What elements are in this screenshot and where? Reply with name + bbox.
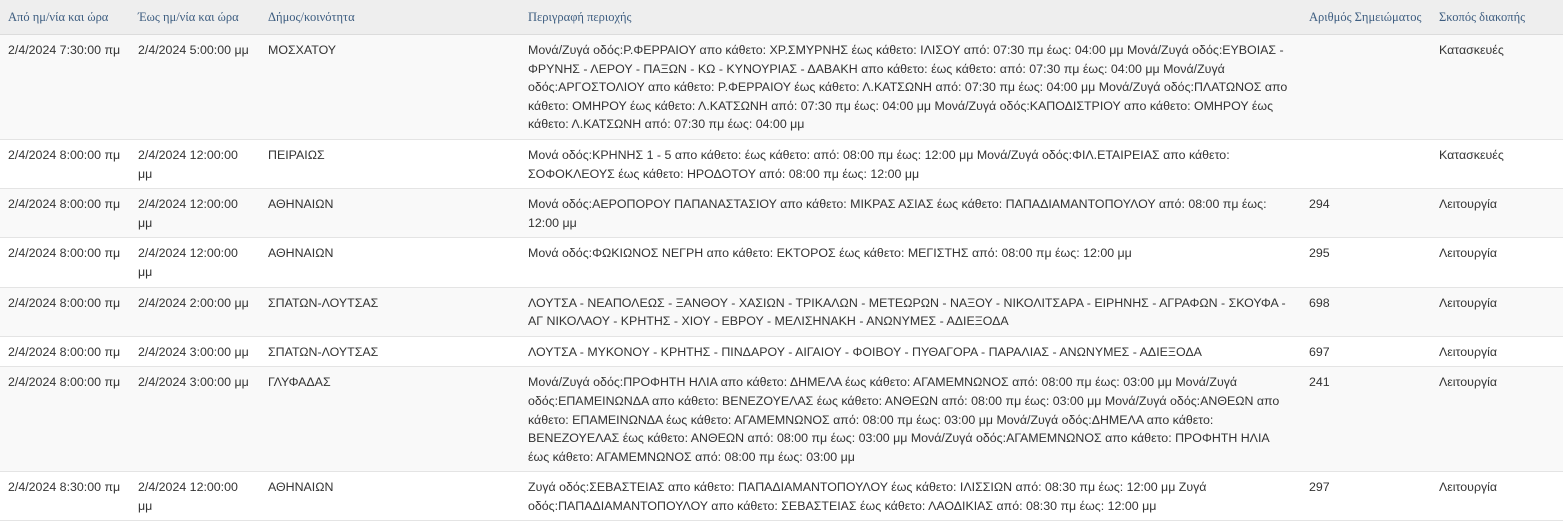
cell-description: ΛΟΥΤΣΑ - ΜΥΚΟΝΟΥ - ΚΡΗΤΗΣ - ΠΙΝΔΑΡΟΥ - ΑΙΓΑΙΟΥ - ΦΟΙΒΟΥ - ΠΥΘΑΓΟΡΑ - ΠΑΡΑΛΙΑΣ - ΑΝΩΝΥΜΕΣ - ΑΔΙΕΞΟΔΑ (520, 336, 1301, 367)
cell-to: 2/4/2024 12:00:00 μμ (130, 472, 260, 521)
cell-note-number (1301, 139, 1431, 188)
cell-to: 2/4/2024 3:00:00 μμ (130, 336, 260, 367)
table-row (0, 139, 1563, 188)
cell-from: 2/4/2024 8:00:00 πμ (0, 189, 130, 238)
table-row (0, 472, 1563, 521)
cell-to: 2/4/2024 12:00:00 μμ (130, 189, 260, 238)
header-purpose[interactable]: Σκοπός διακοπής (1431, 0, 1563, 35)
table-row (0, 336, 1563, 367)
table-row (0, 367, 1563, 472)
cell-municipality: ΜΟΣΧΑΤΟΥ (260, 35, 520, 140)
cell-municipality: ΣΠΑΤΩΝ-ΛΟΥΤΣΑΣ (260, 287, 520, 336)
cell-municipality: ΓΛΥΦΑΔΑΣ (260, 367, 520, 472)
cell-description: Ζυγά οδός:ΣΕΒΑΣΤΕΙΑΣ απο κάθετο: ΠΑΠΑΔΙΑΜΑΝΤΟΠΟΥΛΟΥ έως κάθετο: ΙΛΙΣΣΙΩΝ από: 08:30 πμ έως: 12:00 μμ Ζυγά οδός:ΠΑΠΑΔΙΑΜΑΝΤΟΠΟΥΛΟΥ απο κάθετο: ΣΕΒΑΣΤΕΙΑΣ έως κάθετο: ΛΑΟΔΙΚΙΑΣ από: 08:30 πμ έως: 12:00 μμ (520, 472, 1301, 521)
header-municipality[interactable]: Δήμος/κοινότητα (260, 0, 520, 35)
cell-note-number (1301, 35, 1431, 140)
cell-description: Μονά/Ζυγά οδός:Ρ.ΦΕΡΡΑΙΟΥ απο κάθετο: ΧΡ.ΣΜΥΡΝΗΣ έως κάθετο: ΙΛΙΣΟΥ από: 07:30 πμ έως: 04:00 μμ Μονά/Ζυγά οδός:ΕΥΒΟΙΑΣ - ΦΡΥΝΗΣ - ΛΕΡΟΥ - ΠΑΞΩΝ - ΚΩ - ΚΥΝΟΥΡΙΑΣ - ΔΑΒΑΚΗ απο κάθετο: έως κάθετο: από: 07:30 πμ έως: 04:00 μμ Μονά/Ζυγά οδός:ΑΡΓΟΣΤΟΛΙΟΥ απο κάθετο: Ρ.ΦΕΡΡΑΙΟΥ έως κάθετο: Λ.ΚΑΤΣΩΝΗ από: 07:30 πμ έως: 04:00 μμ Μονά/Ζυγά οδός:ΠΛΑΤΩΝΟΣ απο κάθετο: ΟΜΗΡΟΥ έως κάθετο: Λ.ΚΑΤΣΩΝΗ από: 07:30 πμ έως: 04:00 μμ Μονά/Ζυγά οδός:ΚΑΠΟΔΙΣΤΡΙΟΥ απο κάθετο: ΟΜΗΡΟΥ έως κάθετο: Λ.ΚΑΤΣΩΝΗ από: 07:30 πμ έως: 04:00 μμ (520, 35, 1301, 140)
cell-purpose: Κατασκευές (1431, 139, 1563, 188)
cell-purpose: Λειτουργία (1431, 367, 1563, 472)
cell-purpose: Λειτουργία (1431, 287, 1563, 336)
cell-note-number: 698 (1301, 287, 1431, 336)
cell-from: 2/4/2024 8:00:00 πμ (0, 367, 130, 472)
cell-description: ΛΟΥΤΣΑ - ΝΕΑΠΟΛΕΩΣ - ΞΑΝΘΟΥ - ΧΑΣΙΩΝ - ΤΡΙΚΑΛΩΝ - ΜΕΤΕΩΡΩΝ - ΝΑΞΟΥ - ΝΙΚΟΛΙΤΣΑΡΑ - ΕΙΡΗΝΗΣ - ΑΓΡΑΦΩΝ - ΣΚΟΥΦΑ - ΑΓ ΝΙΚΟΛΑΟΥ - ΚΡΗΤΗΣ - ΧΙΟΥ - ΕΒΡΟΥ - ΜΕΛΙΣΗΝΑΚΗ - ΑΝΩΝΥΜΕΣ - ΑΔΙΕΞΟΔΑ (520, 287, 1301, 336)
table-row (0, 35, 1563, 140)
header-from[interactable]: Από ημ/νία και ώρα (0, 0, 130, 35)
table-header-row (0, 0, 1563, 35)
cell-purpose: Λειτουργία (1431, 189, 1563, 238)
cell-municipality: ΠΕΙΡΑΙΩΣ (260, 139, 520, 188)
cell-municipality: ΑΘΗΝΑΙΩΝ (260, 189, 520, 238)
cell-purpose: Λειτουργία (1431, 472, 1563, 521)
cell-to: 2/4/2024 12:00:00 μμ (130, 139, 260, 188)
cell-description: Μονά οδός:ΚΡΗΝΗΣ 1 - 5 απο κάθετο: έως κάθετο: από: 08:00 πμ έως: 12:00 μμ Μονά/Ζυγά οδός:ΦΙΛ.ΕΤΑΙΡΕΙΑΣ απο κάθετο: ΣΟΦΟΚΛΕΟΥΣ έως κάθετο: ΗΡΟΔΟΤΟΥ από: 08:00 πμ έως: 12:00 μμ (520, 139, 1301, 188)
cell-note-number: 697 (1301, 336, 1431, 367)
header-to[interactable]: Έως ημ/νία και ώρα (130, 0, 260, 35)
cell-purpose: Λειτουργία (1431, 238, 1563, 287)
cell-to: 2/4/2024 5:00:00 μμ (130, 35, 260, 140)
cell-to: 2/4/2024 2:00:00 μμ (130, 287, 260, 336)
cell-from: 2/4/2024 7:30:00 πμ (0, 35, 130, 140)
cell-from: 2/4/2024 8:00:00 πμ (0, 139, 130, 188)
cell-from: 2/4/2024 8:30:00 πμ (0, 472, 130, 521)
cell-to: 2/4/2024 3:00:00 μμ (130, 367, 260, 472)
cell-purpose: Κατασκευές (1431, 35, 1563, 140)
table-row (0, 189, 1563, 238)
header-description[interactable]: Περιγραφή περιοχής (520, 0, 1301, 35)
cell-from: 2/4/2024 8:00:00 πμ (0, 336, 130, 367)
cell-purpose: Λειτουργία (1431, 336, 1563, 367)
cell-note-number: 297 (1301, 472, 1431, 521)
cell-from: 2/4/2024 8:00:00 πμ (0, 287, 130, 336)
cell-note-number: 294 (1301, 189, 1431, 238)
cell-to: 2/4/2024 12:00:00 μμ (130, 238, 260, 287)
cell-description: Μονά/Ζυγά οδός:ΠΡΟΦΗΤΗ ΗΛΙΑ απο κάθετο: ΔΗΜΕΛΑ έως κάθετο: ΑΓΑΜΕΜΝΩΝΟΣ από: 08:00 πμ έως: 03:00 μμ Μονά/Ζυγά οδός:ΕΠΑΜΕΙΝΩΝΔΑ απο κάθετο: ΒΕΝΕΖΟΥΕΛΑΣ έως κάθετο: ΑΝΘΕΩΝ από: 08:00 πμ έως: 03:00 μμ Μονά/Ζυγά οδός:ΑΝΘΕΩΝ απο κάθετο: ΕΠΑΜΕΙΝΩΝΔΑ έως κάθετο: ΑΓΑΜΕΜΝΩΝΟΣ από: 08:00 πμ έως: 03:00 μμ Μονά/Ζυγά οδός:ΔΗΜΕΛΑ απο κάθετο: ΒΕΝΕΖΟΥΕΛΑΣ έως κάθετο: ΑΝΘΕΩΝ από: 08:00 πμ έως: 03:00 μμ Μονά/Ζυγά οδός:ΑΓΑΜΕΜΝΩΝΟΣ απο κάθετο: ΠΡΟΦΗΤΗ ΗΛΙΑ έως κάθετο: ΑΓΑΜΕΜΝΩΝΟΣ από: 08:00 πμ έως: 03:00 μμ (520, 367, 1301, 472)
header-note-number[interactable]: Αριθμός Σημειώματος (1301, 0, 1431, 35)
cell-municipality: ΑΘΗΝΑΙΩΝ (260, 472, 520, 521)
cell-description: Μονά οδός:ΑΕΡΟΠΟΡΟΥ ΠΑΠΑΝΑΣΤΑΣΙΟΥ απο κάθετο: ΜΙΚΡΑΣ ΑΣΙΑΣ έως κάθετο: ΠΑΠΑΔΙΑΜΑΝΤΟΠΟΥΛΟΥ από: 08:00 πμ έως: 12:00 μμ (520, 189, 1301, 238)
cell-municipality: ΑΘΗΝΑΙΩΝ (260, 238, 520, 287)
cell-municipality: ΣΠΑΤΩΝ-ΛΟΥΤΣΑΣ (260, 336, 520, 367)
table-row (0, 238, 1563, 287)
cell-from: 2/4/2024 8:00:00 πμ (0, 238, 130, 287)
cell-description: Μονά οδός:ΦΩΚΙΩΝΟΣ ΝΕΓΡΗ απο κάθετο: ΕΚΤΟΡΟΣ έως κάθετο: ΜΕΓΙΣΤΗΣ από: 08:00 πμ έως: 12:00 μμ (520, 238, 1301, 287)
table-row (0, 287, 1563, 336)
cell-note-number: 295 (1301, 238, 1431, 287)
cell-note-number: 241 (1301, 367, 1431, 472)
